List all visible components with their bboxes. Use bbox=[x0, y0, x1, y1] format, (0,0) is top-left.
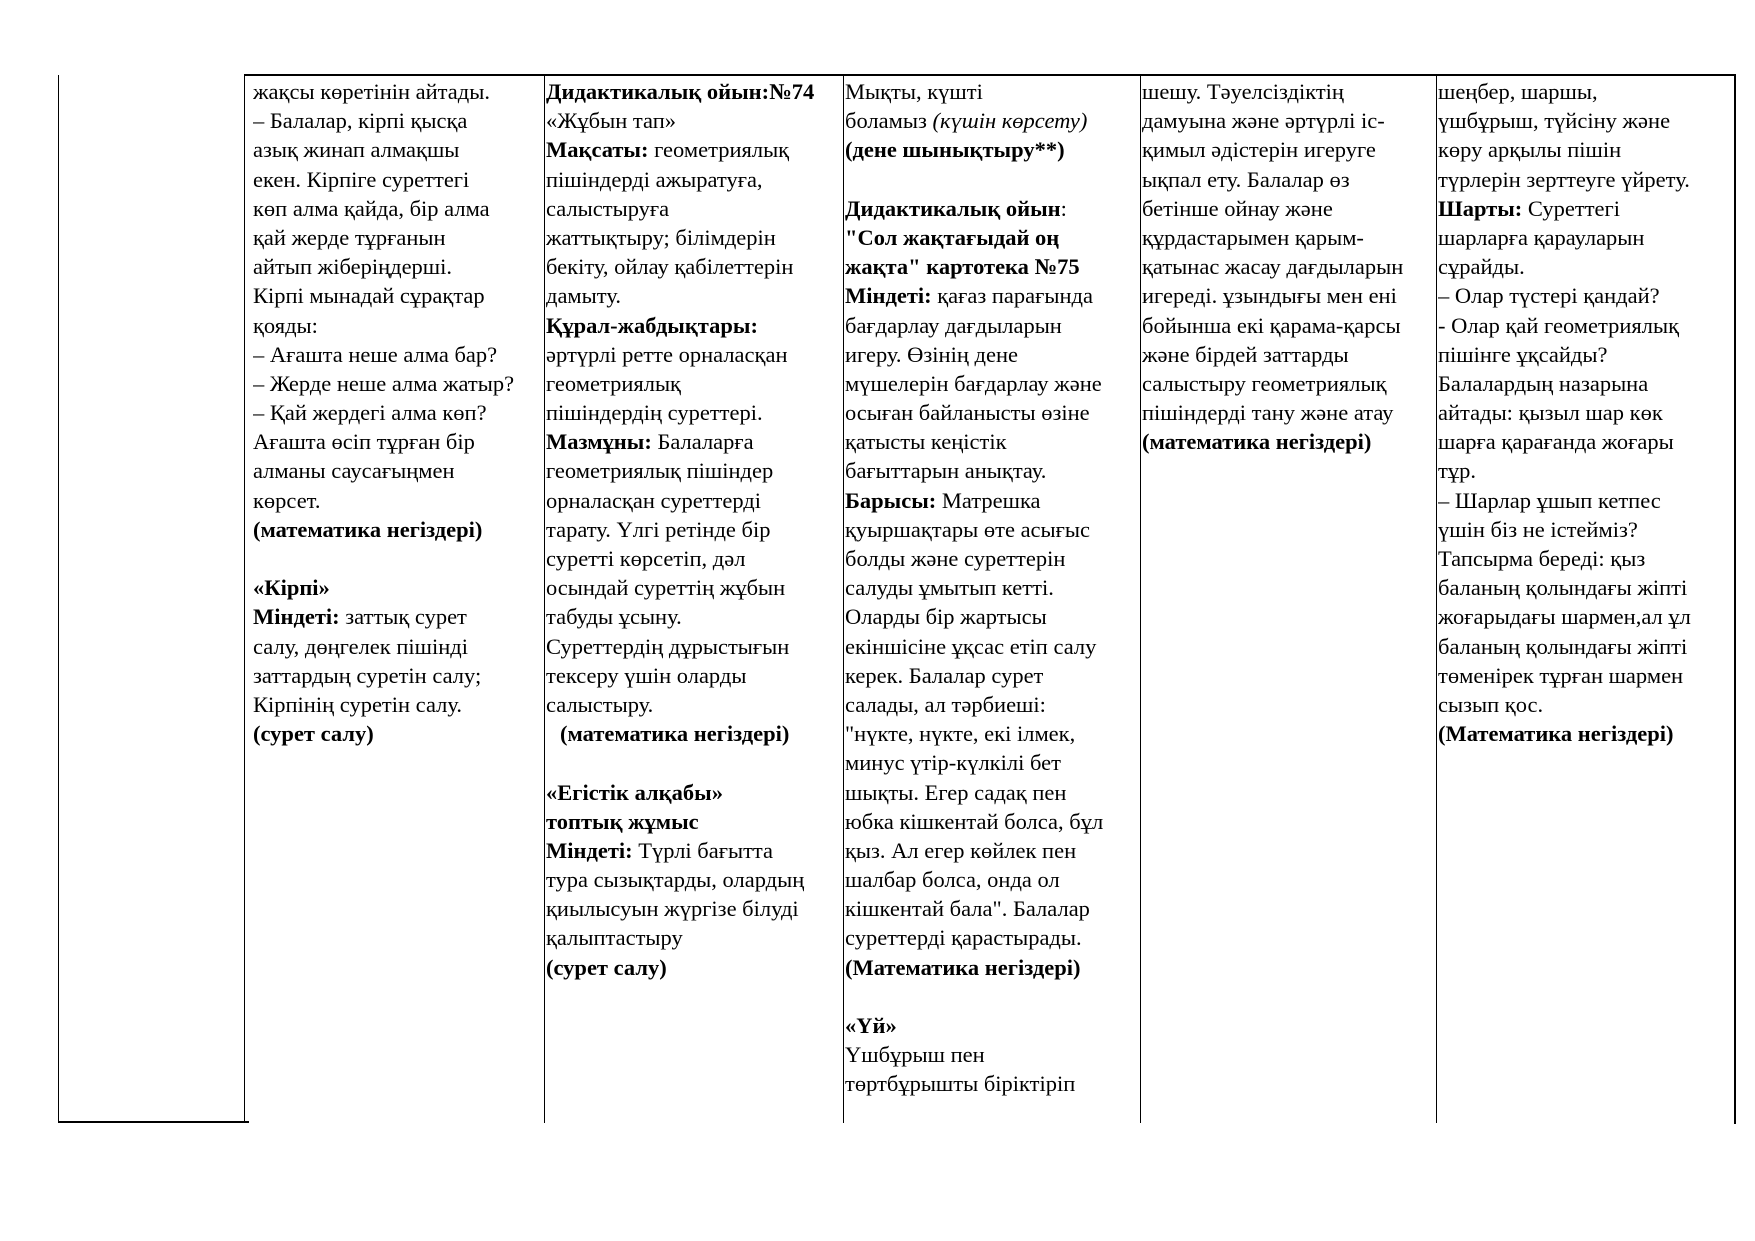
text-line bbox=[546, 398, 846, 427]
text-line bbox=[845, 398, 1139, 427]
text-run: көп алма қайда, бір алма bbox=[253, 195, 490, 221]
text-line bbox=[1438, 632, 1734, 661]
text-line bbox=[1438, 369, 1734, 398]
text-run: Тапсырма береді: қыз bbox=[1438, 546, 1646, 571]
text-run: – Жерде неше алма жатыр? bbox=[253, 370, 515, 396]
text-run: салыстыру геометриялық bbox=[1142, 370, 1387, 396]
text-run: шарларға қарауларын bbox=[1438, 224, 1645, 250]
text-line bbox=[253, 544, 545, 573]
text-run: : bbox=[1060, 195, 1067, 221]
text-line bbox=[845, 923, 1139, 952]
text-run: осындай суреттің жұбын bbox=[546, 575, 786, 601]
text-line bbox=[845, 369, 1139, 398]
text-run: – Қай жердегі алма көп? bbox=[253, 400, 487, 426]
text-run: Кірпінің суретін салу. bbox=[253, 691, 462, 717]
text-line bbox=[845, 135, 1139, 164]
text-line bbox=[1438, 340, 1734, 369]
table-top-border bbox=[244, 74, 1736, 76]
column-divider-0 bbox=[58, 75, 59, 1123]
bold-text: топтық жұмыс bbox=[546, 808, 699, 834]
bold-text: "Сол жақтағыдай оң bbox=[845, 224, 1060, 250]
text-run: салуды ұмытып кетті. bbox=[845, 575, 1054, 601]
text-run: баланың қолындағы жіпті bbox=[1438, 575, 1688, 601]
text-line bbox=[546, 865, 846, 894]
text-run: кішкентай бала". Балалар bbox=[845, 896, 1090, 922]
text-run: геометриялық bbox=[546, 370, 681, 396]
text-run: пішінге ұқсайды? bbox=[1438, 341, 1608, 367]
text-run: қуыршақтары өте асығыс bbox=[845, 516, 1090, 542]
text-line bbox=[845, 1011, 1139, 1040]
text-line bbox=[1142, 252, 1436, 281]
text-run: игереді. ұзындығы мен ені bbox=[1142, 283, 1397, 309]
text-line bbox=[1438, 661, 1734, 690]
bold-text: (сурет салу) bbox=[253, 721, 374, 747]
text-line bbox=[546, 340, 846, 369]
text-line bbox=[253, 77, 545, 106]
text-line bbox=[845, 632, 1139, 661]
text-run: - Олар қай геометриялық bbox=[1438, 312, 1680, 338]
text-run: Мықты, күшті bbox=[845, 79, 983, 104]
text-run: сұрайды. bbox=[1438, 254, 1525, 280]
text-line bbox=[546, 661, 846, 690]
text-line bbox=[845, 778, 1139, 807]
table-bottom-border-left bbox=[58, 1121, 249, 1123]
text-run: суреттерді қарастырады. bbox=[845, 925, 1082, 951]
text-run: – Ағашта неше алма бар? bbox=[253, 341, 498, 367]
text-line bbox=[253, 311, 545, 340]
text-run: – Балалар, кірпі қысқа bbox=[253, 108, 468, 134]
bold-text: Барысы: bbox=[845, 487, 937, 513]
text-run: Суреттердің дұрыстығын bbox=[546, 633, 790, 659]
text-line bbox=[845, 602, 1139, 631]
text-run: игеру. Өзінің дене bbox=[845, 341, 1018, 367]
text-run: қағаз парағында bbox=[931, 283, 1093, 309]
text-run: шалбар болса, онда ол bbox=[845, 867, 1060, 893]
text-line bbox=[546, 573, 846, 602]
text-run: тұр. bbox=[1438, 458, 1476, 484]
text-line bbox=[1438, 573, 1734, 602]
text-line bbox=[546, 252, 846, 281]
text-run: айтып жіберіңдерші. bbox=[253, 254, 453, 280]
text-line bbox=[546, 515, 846, 544]
text-line bbox=[253, 106, 545, 135]
text-run: керек. Балалар сурет bbox=[845, 662, 1044, 688]
text-line bbox=[1142, 281, 1436, 310]
bold-text: «Кірпі» bbox=[253, 575, 330, 601]
text-line bbox=[845, 661, 1139, 690]
text-line bbox=[253, 427, 545, 456]
text-run: үшбұрыш, түйсіну және bbox=[1438, 108, 1671, 134]
text-line bbox=[253, 719, 545, 748]
italic-text: (күшін көрсету) bbox=[932, 108, 1088, 134]
table-cell-col5 bbox=[1438, 77, 1734, 1122]
text-line bbox=[845, 807, 1139, 836]
text-line bbox=[1438, 77, 1734, 106]
bold-text: Құрал-жабдықтары: bbox=[546, 312, 758, 338]
text-run: қояды: bbox=[253, 312, 318, 338]
text-line bbox=[1142, 165, 1436, 194]
text-line bbox=[546, 632, 846, 661]
text-line bbox=[1142, 427, 1436, 456]
text-run: дамыту. bbox=[546, 283, 621, 309]
text-run: – Шарлар ұшып кетпес bbox=[1438, 487, 1661, 513]
text-line bbox=[253, 398, 545, 427]
text-line bbox=[845, 865, 1139, 894]
text-run: геометриялық bbox=[648, 137, 790, 163]
text-run: қыз. Ал егер көйлек пен bbox=[845, 837, 1077, 863]
bold-text: (Математика негіздері) bbox=[1438, 721, 1674, 747]
text-line bbox=[253, 340, 545, 369]
text-run: жоғарыдағы шармен,ал ұл bbox=[1438, 604, 1691, 630]
text-run: шеңбер, шаршы, bbox=[1438, 79, 1598, 104]
text-line bbox=[1438, 456, 1734, 485]
text-line bbox=[546, 923, 846, 952]
text-line bbox=[845, 894, 1139, 923]
text-run: минус үтір-күлкілі бет bbox=[845, 750, 1061, 776]
bold-text: (сурет салу) bbox=[546, 954, 667, 980]
text-run: Кірпі мынадай сұрақтар bbox=[253, 283, 485, 309]
text-line bbox=[546, 165, 846, 194]
text-line bbox=[1438, 194, 1734, 223]
text-run: заттық сурет bbox=[339, 604, 467, 630]
text-line bbox=[845, 544, 1139, 573]
text-line bbox=[845, 165, 1139, 194]
text-line bbox=[1142, 340, 1436, 369]
text-line bbox=[546, 544, 846, 573]
text-line bbox=[845, 340, 1139, 369]
text-line bbox=[546, 778, 846, 807]
text-run: мүшелерін бағдарлау және bbox=[845, 370, 1102, 396]
text-line bbox=[546, 77, 846, 106]
text-run: болды және суреттерін bbox=[845, 546, 1066, 571]
text-line bbox=[546, 427, 846, 456]
text-line bbox=[845, 194, 1139, 223]
text-line bbox=[546, 719, 846, 748]
text-line bbox=[546, 953, 846, 982]
text-run: юбка кішкентай болса, бұл bbox=[845, 808, 1104, 834]
text-line bbox=[1142, 77, 1436, 106]
text-line bbox=[845, 515, 1139, 544]
text-run: пішіндердің суреттері. bbox=[546, 400, 763, 426]
text-run: боламыз bbox=[845, 108, 933, 134]
text-run: "нүкте, нүкте, екі ілмек, bbox=[845, 721, 1076, 747]
text-line bbox=[253, 194, 545, 223]
text-line bbox=[253, 690, 545, 719]
text-run: Үшбұрыш пен bbox=[845, 1042, 985, 1068]
text-line bbox=[1438, 398, 1734, 427]
text-run: айтады: қызыл шар көк bbox=[1438, 400, 1663, 426]
table-cell-col3 bbox=[845, 77, 1139, 1122]
text-line bbox=[1438, 515, 1734, 544]
text-line bbox=[546, 106, 846, 135]
text-line bbox=[1438, 602, 1734, 631]
text-run: Матрешка bbox=[936, 487, 1041, 513]
text-run: жақсы көретінін айтады. bbox=[253, 79, 490, 104]
text-line bbox=[845, 748, 1139, 777]
text-line bbox=[1142, 106, 1436, 135]
text-line bbox=[253, 456, 545, 485]
text-run: бағдарлау дағдыларын bbox=[845, 312, 1062, 338]
text-run: қатынас жасау дағдыларын bbox=[1142, 254, 1404, 280]
text-run: пішіндерді ажыратуға, bbox=[546, 166, 763, 192]
text-line bbox=[845, 427, 1139, 456]
text-run: екен. Кірпіге суреттегі bbox=[253, 166, 470, 192]
text-run: үшін біз не істейміз? bbox=[1438, 516, 1638, 542]
column-divider-1 bbox=[244, 75, 245, 1123]
text-run: ықпал ету. Балалар өз bbox=[1142, 166, 1350, 192]
text-run: тексеру үшін оларды bbox=[546, 662, 747, 688]
text-line bbox=[1438, 106, 1734, 135]
bold-text: Міндеті: bbox=[546, 837, 633, 863]
text-line bbox=[1438, 427, 1734, 456]
text-run: құрдастарымен қарым- bbox=[1142, 224, 1364, 250]
text-line bbox=[845, 953, 1139, 982]
text-run: Ағашта өсіп тұрған бір bbox=[253, 429, 475, 455]
text-run: бетінше ойнау және bbox=[1142, 195, 1333, 221]
text-line bbox=[845, 1040, 1139, 1069]
text-run: бекіту, ойлау қабілеттерін bbox=[546, 254, 794, 280]
text-line bbox=[546, 456, 846, 485]
text-line bbox=[1142, 369, 1436, 398]
text-run: қимыл әдістерін игеруге bbox=[1142, 137, 1376, 163]
text-run: көрсет. bbox=[253, 487, 321, 513]
text-run: бағыттарын анықтау. bbox=[845, 458, 1047, 484]
text-run: қай жерде тұрғанын bbox=[253, 224, 446, 250]
text-run: төртбұрышты біріктіріп bbox=[845, 1071, 1076, 1097]
text-run: табуды ұсыну. bbox=[546, 604, 682, 630]
text-line bbox=[845, 486, 1139, 515]
table-cell-col2 bbox=[546, 77, 846, 1122]
text-line bbox=[845, 77, 1139, 106]
text-line bbox=[845, 982, 1139, 1011]
text-run: салады, ал тәрбиеші: bbox=[845, 691, 1046, 717]
text-line bbox=[253, 252, 545, 281]
text-line bbox=[253, 632, 545, 661]
text-line bbox=[1438, 690, 1734, 719]
text-run: түрлерін зерттеуге үйрету. bbox=[1438, 166, 1690, 192]
text-run: бойынша екі қарама-қарсы bbox=[1142, 312, 1401, 338]
text-line bbox=[845, 690, 1139, 719]
text-run: шықты. Егер садақ пен bbox=[845, 779, 1067, 805]
text-line bbox=[845, 456, 1139, 485]
text-line bbox=[253, 165, 545, 194]
bold-text: (Математика негіздері) bbox=[845, 954, 1081, 980]
text-line bbox=[845, 252, 1139, 281]
text-line bbox=[845, 281, 1139, 310]
text-line bbox=[253, 369, 545, 398]
bold-text: жақта" картотека №75 bbox=[845, 254, 1080, 280]
text-run: – Олар түстері қандай? bbox=[1438, 283, 1660, 309]
table-cell-col4 bbox=[1142, 77, 1436, 1122]
text-line bbox=[1438, 281, 1734, 310]
table-cell-col1 bbox=[253, 77, 545, 1122]
text-run: шешу. Тәуелсіздіктің bbox=[1142, 79, 1344, 104]
text-line bbox=[1438, 311, 1734, 340]
text-line bbox=[253, 515, 545, 544]
text-run: «Жұбын тап» bbox=[546, 108, 676, 134]
text-run: дамуына және әртүрлі іс- bbox=[1142, 108, 1385, 134]
text-line bbox=[546, 748, 846, 777]
text-line bbox=[253, 281, 545, 310]
column-divider-4 bbox=[1140, 75, 1141, 1123]
text-run: салыстыруға bbox=[546, 195, 670, 221]
text-line bbox=[253, 661, 545, 690]
text-line bbox=[1438, 165, 1734, 194]
column-divider-5 bbox=[1436, 75, 1437, 1123]
table-right-border bbox=[1734, 74, 1736, 1124]
text-line bbox=[1438, 223, 1734, 252]
bold-text: Мақсаты: bbox=[546, 137, 649, 163]
text-run: екіншісіне ұқсас етіп салу bbox=[845, 633, 1097, 659]
text-line bbox=[546, 807, 846, 836]
text-run: және бірдей заттарды bbox=[1142, 341, 1349, 367]
text-line bbox=[253, 135, 545, 164]
text-run: жаттықтыру; білімдерін bbox=[546, 224, 776, 250]
text-run: тура сызықтарды, олардың bbox=[546, 867, 805, 893]
text-line bbox=[546, 602, 846, 631]
text-line bbox=[1438, 486, 1734, 515]
text-run: Түрлі бағытта bbox=[632, 837, 774, 863]
text-run: Балалардың назарына bbox=[1438, 370, 1649, 396]
text-run: азық жинап алмақшы bbox=[253, 137, 460, 163]
text-run: салыстыру. bbox=[546, 691, 654, 717]
text-line bbox=[546, 690, 846, 719]
text-run: суретті көрсетіп, дәл bbox=[546, 546, 746, 571]
text-line bbox=[845, 573, 1139, 602]
text-line bbox=[1438, 544, 1734, 573]
text-run: баланың қолындағы жіпті bbox=[1438, 633, 1688, 659]
text-line bbox=[1438, 252, 1734, 281]
text-line bbox=[546, 194, 846, 223]
text-run: алманы саусағыңмен bbox=[253, 458, 455, 484]
text-line bbox=[546, 836, 846, 865]
text-line bbox=[546, 486, 846, 515]
bold-text: Дидактикалық ойын:№74 bbox=[546, 79, 815, 104]
bold-text: (дене шынықтыру**) bbox=[845, 137, 1065, 163]
bold-text: Шарты: bbox=[1438, 195, 1523, 221]
text-line bbox=[1142, 398, 1436, 427]
text-line bbox=[845, 719, 1139, 748]
text-line bbox=[546, 223, 846, 252]
text-run: геометриялық пішіндер bbox=[546, 458, 774, 484]
text-run: қиылысуын жүргізе білуді bbox=[546, 896, 799, 922]
bold-text: Мазмұны: bbox=[546, 429, 652, 455]
text-line bbox=[845, 311, 1139, 340]
text-line bbox=[546, 894, 846, 923]
text-line bbox=[1438, 135, 1734, 164]
text-line bbox=[845, 836, 1139, 865]
text-run: төменірек тұрған шармен bbox=[1438, 662, 1684, 688]
text-line bbox=[1142, 223, 1436, 252]
text-run: осыған байланысты өзіне bbox=[845, 400, 1090, 426]
text-run: Балаларға bbox=[651, 429, 754, 455]
text-line bbox=[1438, 719, 1734, 748]
text-run: орналасқан суреттерді bbox=[546, 487, 761, 513]
text-run: Суреттегі bbox=[1522, 195, 1620, 221]
text-line bbox=[845, 1069, 1139, 1098]
text-line bbox=[1142, 135, 1436, 164]
text-line bbox=[546, 135, 846, 164]
text-line bbox=[1142, 311, 1436, 340]
text-run: пішіндерді тану және атау bbox=[1142, 400, 1394, 426]
text-line bbox=[253, 573, 545, 602]
text-line bbox=[845, 223, 1139, 252]
text-line bbox=[253, 223, 545, 252]
bold-text: «Егістік алқабы» bbox=[546, 779, 723, 805]
text-run: шарға қарағанда жоғары bbox=[1438, 429, 1674, 455]
text-line bbox=[546, 311, 846, 340]
text-run: тарату. Үлгі ретінде бір bbox=[546, 516, 771, 542]
bold-text: (математика негіздері) bbox=[253, 516, 483, 542]
text-run: қатысты кеңістік bbox=[845, 429, 1007, 455]
text-run: көру арқылы пішін bbox=[1438, 137, 1622, 163]
bold-text: (математика негіздері) bbox=[560, 721, 790, 747]
text-run: салу, дөңгелек пішінді bbox=[253, 633, 468, 659]
text-line bbox=[253, 486, 545, 515]
text-line bbox=[546, 281, 846, 310]
bold-text: Дидактикалық ойын bbox=[845, 195, 1061, 221]
bold-text: (математика негіздері) bbox=[1142, 429, 1372, 455]
text-run: қалыптастыру bbox=[546, 925, 683, 951]
text-line bbox=[845, 106, 1139, 135]
text-run: заттардың суретін салу; bbox=[253, 662, 482, 688]
text-run: Оларды бір жартысы bbox=[845, 604, 1047, 630]
bold-text: Міндеті: bbox=[253, 604, 340, 630]
text-line bbox=[253, 602, 545, 631]
text-run: сызып қос. bbox=[1438, 691, 1544, 717]
text-run: әртүрлі ретте орналасқан bbox=[546, 341, 788, 367]
bold-text: Міндеті: bbox=[845, 283, 932, 309]
bold-text: «Үй» bbox=[845, 1013, 897, 1038]
text-line bbox=[1142, 194, 1436, 223]
text-line bbox=[546, 369, 846, 398]
